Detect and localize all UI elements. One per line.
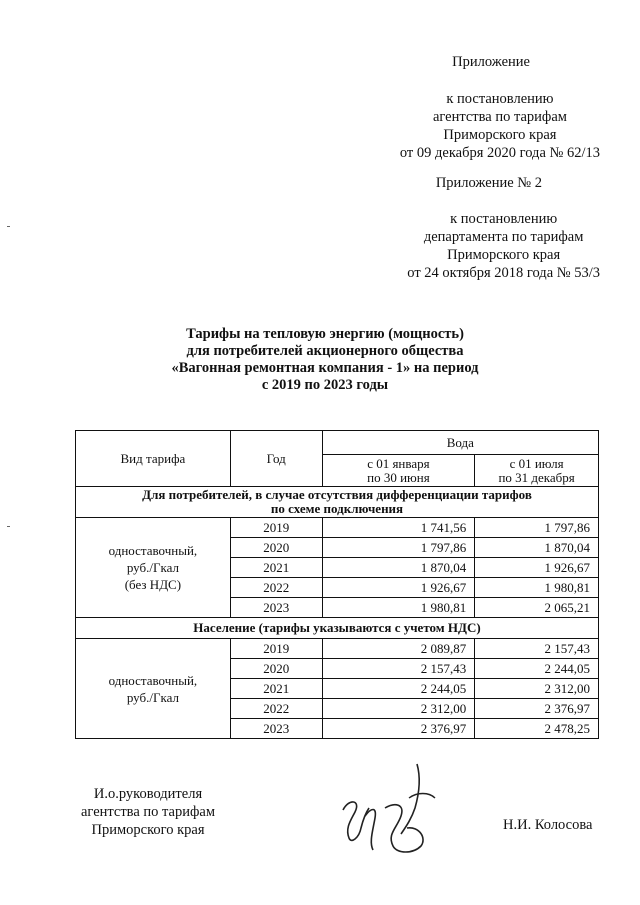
signatory-position-line: И.о.руководителя — [93, 786, 203, 802]
title-line: с 2019 по 2023 годы — [261, 377, 389, 393]
appendix-current-line: агентства по тарифам — [432, 109, 567, 125]
tariff-h2-cell: 2 376,97 — [475, 699, 599, 719]
column-header-second-half: с 01 июля по 31 декабря — [475, 455, 599, 487]
signatory-position — [58, 785, 238, 839]
year-cell: 2021 — [230, 558, 322, 578]
column-header-water: Вода — [322, 431, 598, 455]
appendix-current-reference — [400, 90, 600, 162]
appendix-original-reference — [407, 210, 600, 282]
tariff-h1-cell: 1 926,67 — [322, 578, 475, 598]
tariff-h2-cell: 1 980,81 — [475, 578, 599, 598]
appendix-current-title: Приложение — [452, 54, 530, 70]
appendix-current-line: Приморского края — [443, 127, 557, 143]
title-line: «Вагонная ремонтная компания - 1» на период — [171, 360, 479, 376]
tariff-table — [75, 430, 599, 739]
year-cell: 2019 — [230, 639, 322, 659]
signatory-position-line: агентства по тарифам — [81, 804, 215, 820]
tariff-h2-cell: 1 926,67 — [475, 558, 599, 578]
year-cell: 2022 — [230, 578, 322, 598]
tariff-h2-cell: 2 478,25 — [475, 719, 599, 739]
tariff-h1-cell: 1 870,04 — [322, 558, 475, 578]
appendix-current-line: к постановлению — [446, 91, 554, 107]
column-header-year: Год — [230, 431, 322, 487]
tariff-h2-cell: 1 870,04 — [475, 538, 599, 558]
tariff-h2-cell: 1 797,86 — [475, 518, 599, 538]
tariff-kind-cell: одноставочный, руб./Гкал — [76, 639, 231, 739]
appendix-original-line: Приморского края — [447, 247, 561, 263]
tariff-h2-cell: 2 065,21 — [475, 598, 599, 618]
year-cell: 2019 — [230, 518, 322, 538]
column-header-first-half: с 01 января по 30 июня — [322, 455, 475, 487]
scan-margin-mark — [7, 526, 10, 527]
title-line: для потребителей акционерного общества — [186, 343, 464, 359]
year-cell: 2020 — [230, 659, 322, 679]
tariff-h1-cell: 1 797,86 — [322, 538, 475, 558]
tariff-h1-cell: 2 089,87 — [322, 639, 475, 659]
year-cell: 2021 — [230, 679, 322, 699]
scan-margin-mark — [7, 226, 10, 227]
title-line: Тарифы на тепловую энергию (мощность) — [186, 326, 464, 342]
tariff-h1-cell: 2 312,00 — [322, 699, 475, 719]
handwritten-signature — [335, 758, 445, 868]
document-title — [145, 326, 505, 394]
appendix-original-line: от 24 октября 2018 года № 53/3 — [407, 265, 600, 281]
appendix-original-title: Приложение № 2 — [435, 175, 542, 191]
year-cell: 2020 — [230, 538, 322, 558]
tariff-h1-cell: 1 741,56 — [322, 518, 475, 538]
appendix-original-line: департамента по тарифам — [423, 229, 584, 245]
tariff-h1-cell: 2 157,43 — [322, 659, 475, 679]
tariff-h2-cell: 2 157,43 — [475, 639, 599, 659]
tariff-h2-cell: 2 244,05 — [475, 659, 599, 679]
appendix-original-line: к постановлению — [450, 211, 558, 227]
tariff-h1-cell: 2 376,97 — [322, 719, 475, 739]
appendix-current-line: от 09 декабря 2020 года № 62/13 — [399, 145, 600, 161]
year-cell: 2022 — [230, 699, 322, 719]
year-cell: 2023 — [230, 719, 322, 739]
signatory-position-line: Приморского края — [91, 822, 205, 838]
table-row — [76, 639, 599, 659]
tariff-h1-cell: 1 980,81 — [322, 598, 475, 618]
signatory-name: Н.И. Колосова — [503, 817, 593, 833]
tariff-kind-cell: одноставочный, руб./Гкал (без НДС) — [76, 518, 231, 618]
column-header-kind: Вид тарифа — [76, 431, 231, 487]
table-row — [76, 518, 599, 538]
tariff-h2-cell: 2 312,00 — [475, 679, 599, 699]
group-header-population: Население (тарифы указываются с учетом НДС) — [76, 618, 599, 639]
tariff-h1-cell: 2 244,05 — [322, 679, 475, 699]
year-cell: 2023 — [230, 598, 322, 618]
group-header-consumers: Для потребителей, в случае отсутствия дифференциации тарифов по схеме подключения — [76, 487, 599, 518]
